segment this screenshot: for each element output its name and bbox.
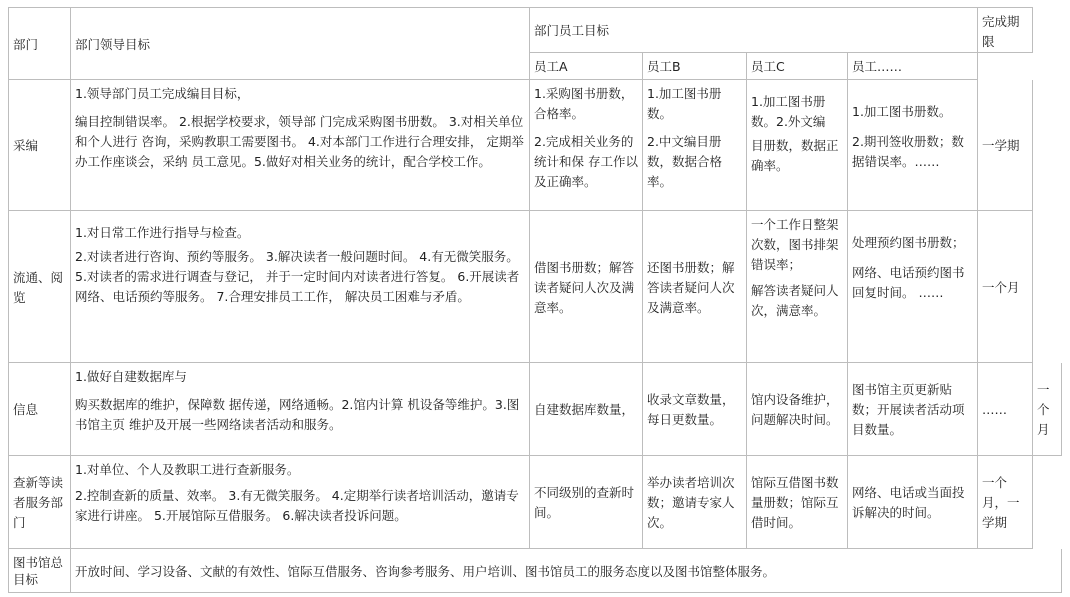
- row-caibian-dept-text: 采编: [13, 138, 39, 153]
- row-chaxin-leader-p2: 2.控制查新的质量、效率。 3.有无微笑服务。 4.定期举行读者培训活动，邀请专家进行讲座。 5.开展馆际互借服务。 6.解决读者投诉问题。: [75, 488, 519, 523]
- row-caibian-c: [747, 80, 848, 211]
- row-library-goal-text: 开放时间、学习设备、文献的有效性、馆际互借服务、咨询参考服务、用户培训、图书馆员工的服务态度以及图书馆整体服务。: [75, 563, 776, 579]
- row-liutong-deadline: [978, 211, 1033, 363]
- row-caibian-c-p1: 1.加工图书册数。2.外文编: [751, 94, 826, 129]
- row-chaxin-a: [530, 456, 643, 549]
- row-liutong-dept: [8, 211, 71, 363]
- row-caibian-dept: [8, 80, 71, 211]
- header-staff-c-text: 员工C: [751, 59, 785, 74]
- row-xinxi-leader-p1: 1.做好自建数据库与: [75, 369, 187, 384]
- row-xinxi-more-text: 图书馆主页更新贴数；开展读者活动项目数量。: [852, 382, 965, 437]
- row-liutong-more: [848, 211, 978, 363]
- row-caibian-b-p1: 1.加工图书册数。: [647, 86, 722, 121]
- row-liutong-deadline-text: 一个月: [982, 279, 1020, 295]
- header-staff-a: [530, 53, 643, 80]
- row-caibian-a-p1: 1.采购图书册数，合格率。: [534, 86, 634, 121]
- header-staff-goal-text: 部门员工目标: [534, 23, 610, 38]
- row-caibian-b-p2: 2.中文编目册数，数据合格率。: [647, 134, 723, 189]
- row-caibian-more: [848, 80, 978, 211]
- row-liutong-leader: [71, 211, 530, 363]
- row-chaxin-more: [848, 456, 978, 549]
- header-dept: [8, 7, 71, 80]
- row-liutong-b: [643, 211, 747, 363]
- header-leader-goal: [71, 7, 530, 80]
- header-staff-more: [848, 53, 978, 80]
- row-xinxi-deadline-text: 一个月: [1037, 382, 1050, 437]
- row-liutong-dept-text: 流通、阅览: [13, 269, 64, 305]
- row-xinxi-b-text: 收录文章数量，每日更数量。: [647, 392, 735, 427]
- row-xinxi-c: [747, 363, 848, 456]
- row-xinxi-a-text: 自建数据库数量，: [534, 402, 635, 417]
- row-caibian-more-p1: 1.加工图书册数。: [852, 104, 952, 119]
- row-chaxin-deadline: [978, 456, 1033, 549]
- row-xinxi-dept: [8, 363, 71, 456]
- row-liutong-b-text: 还图书册数；解答读者疑问人次及满意率。: [647, 259, 735, 315]
- row-chaxin-b-text: 举办读者培训次数；邀请专家人次。: [647, 475, 735, 530]
- row-chaxin-b: [643, 456, 747, 549]
- row-xinxi-leader: [71, 363, 530, 456]
- row-caibian-a: [530, 80, 643, 211]
- row-liutong-more-p1: 处理预约图书册数；: [852, 235, 965, 250]
- row-chaxin-dept: [8, 456, 71, 549]
- header-staff-more-text: 员工……: [852, 59, 903, 74]
- row-chaxin-leader: [71, 456, 530, 549]
- row-caibian-leader: [71, 80, 530, 211]
- row-caibian-more-p2: 2.期刊签收册数；数据错误率。……: [852, 134, 964, 169]
- row-library-dept-text: 图书馆总目标: [13, 554, 64, 587]
- header-leader-goal-text: 部门领导目标: [75, 36, 151, 52]
- row-liutong-leader-p2: 2.对读者进行咨询、预约等服务。 3.解决读者一般问题时间。 4.有无微笑服务。 5.对读者的需求进行调查与登记， 并于一定时间内对读者进行答复。 6.开展读者网络、电话预约等服务。 7.合理安排员工工作， 解决员工困难与矛盾。: [75, 249, 520, 304]
- row-xinxi-a: [530, 363, 643, 456]
- row-caibian-leader-p2: 编目控制错误率。 2.根据学校要求，领导部 门完成采购图书册数。 3.对相关单位和个人进行 咨询，采购教职工需要图书。 4.对本部门工作进行合理安排， 定期举办工作座谈会，采纳 员工意见。5.做好对相关业务的统计，配合学校工作。: [75, 114, 524, 169]
- row-liutong-c-p2: 解答读者疑问人次，满意率。: [751, 283, 839, 318]
- row-chaxin-more-text: 网络、电话或当面投诉解决的时间。: [852, 485, 965, 520]
- header-deadline-text: 完成期限: [982, 14, 1020, 49]
- row-caibian-deadline-text: 一学期: [982, 138, 1020, 153]
- row-liutong-a: [530, 211, 643, 363]
- row-caibian-a-p2: 2.完成相关业务的统计和保 存工作以及正确率。: [534, 134, 638, 189]
- header-staff-b: [643, 53, 747, 80]
- row-chaxin-c-text: 馆际互借图书数量册数；馆际互借时间。: [751, 475, 839, 530]
- row-xinxi-deadline-extra-text: ……: [982, 402, 1007, 417]
- row-xinxi-dept-text: 信息: [13, 402, 39, 417]
- row-chaxin-leader-p1: 1.对单位、个人及教职工进行查新服务。: [75, 462, 300, 477]
- row-caibian-leader-p1: 1.领导部门员工完成编目目标，: [75, 86, 250, 101]
- row-chaxin-a-text: 不同级别的查新时间。: [534, 485, 635, 520]
- row-chaxin-c: [747, 456, 848, 549]
- row-caibian-b: [643, 80, 747, 211]
- row-caibian-c-p2: 目册数，数据正确率。: [751, 138, 839, 173]
- row-library-dept: [8, 549, 71, 593]
- row-xinxi-leader-p2: 购买数据库的维护，保障数 据传递，网络通畅。2.馆内计算 机设备等维护。3.图书馆主页 维护及开展一些网络读者活动和服务。: [75, 397, 520, 432]
- row-xinxi-deadline-extra: [978, 363, 1033, 456]
- row-chaxin-deadline-text: 一个月，一学期: [982, 475, 1020, 530]
- header-deadline: [978, 7, 1033, 53]
- row-liutong-more-p2: 网络、电话预约图书回复时间。 ……: [852, 265, 965, 300]
- row-caibian-deadline: [978, 80, 1033, 211]
- header-staff-a-text: 员工A: [534, 59, 568, 74]
- row-xinxi-deadline: [1033, 363, 1062, 456]
- header-dept-text: 部门: [13, 36, 39, 52]
- header-staff-c: [747, 53, 848, 80]
- row-xinxi-b: [643, 363, 747, 456]
- row-liutong-c-p1: 一个工作日整架次数，图书排架错误率；: [751, 217, 839, 272]
- row-xinxi-c-text: 馆内设备维护，问题解决时间。: [751, 392, 839, 427]
- row-library-goal: [71, 549, 1062, 593]
- row-liutong-leader-p1: 1.对日常工作进行指导与检查。: [75, 225, 250, 240]
- row-liutong-c: [747, 211, 848, 363]
- row-chaxin-dept-text: 查新等读者服务部门: [13, 475, 64, 530]
- row-xinxi-more: [848, 363, 978, 456]
- row-liutong-a-text: 借图书册数；解答读者疑问人次及满意率。: [534, 259, 635, 315]
- header-staff-goal: [530, 7, 978, 53]
- header-staff-b-text: 员工B: [647, 59, 681, 74]
